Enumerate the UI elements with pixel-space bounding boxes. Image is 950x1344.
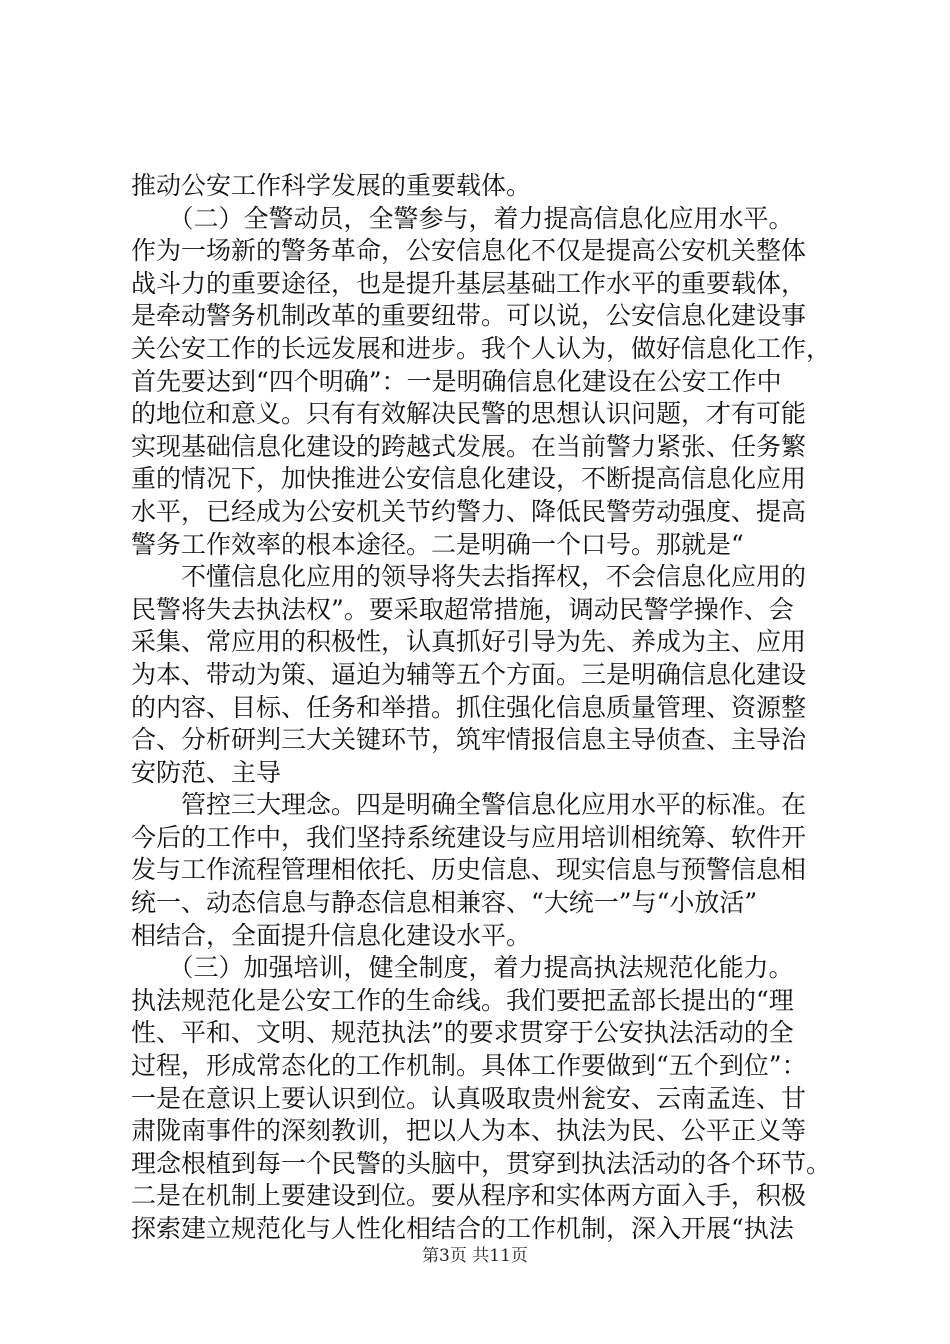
body-text <box>131 170 831 1246</box>
text-line: 过程，形成常态化的工作机制。具体工作要做到“五个到位”： <box>131 1051 807 1081</box>
text-line: 作为一场新的警务革命，公安信息化不仅是提高公安机关整体 <box>131 236 807 266</box>
text-line: 理念根植到每一个民警的头脑中，贯穿到执法活动的各个环节。 <box>131 1148 832 1178</box>
text-line: 探索建立规范化与人性化相结合的工作机制，深入开展“执法 <box>131 1214 794 1243</box>
text-line: 为本、带动为策、逼迫为辅等五个方面。三是明确信息化建设 <box>131 659 807 689</box>
text-line: 统一、动态信息与静态信息相兼容、“大统一”与“小放活” <box>131 888 758 918</box>
text-line: 实现基础信息化建设的跨越式发展。在当前警力紧张、任务繁 <box>131 431 807 461</box>
text-line: 合、分析研判三大关键环节，筑牢情报信息主导侦查、主导治 <box>131 725 807 755</box>
page-number-footer: 第3页 共11页 <box>422 1246 528 1266</box>
text-line: （二）全警动员，全警参与，着力提高信息化应用水平。 <box>131 203 794 233</box>
text-line: 首先要达到“四个明确”：一是明确信息化建设在公安工作中 <box>131 366 782 396</box>
text-line: （三）加强培训，健全制度，着力提高执法规范化能力。 <box>131 953 794 983</box>
text-line: 不懂信息化应用的领导将失去指挥权，不会信息化应用的 <box>131 562 807 592</box>
text-line: 二是在机制上要建设到位。要从程序和实体两方面入手，积极 <box>131 1181 807 1211</box>
text-line: 性、平和、文明、规范执法”的要求贯穿于公安执法活动的全 <box>131 1018 794 1048</box>
text-line: 战斗力的重要途径，也是提升基层基础工作水平的重要载体， <box>131 268 807 298</box>
text-line: 推动公安工作科学发展的重要载体。 <box>131 171 532 200</box>
text-line: 重的情况下，加快推进公安信息化建设，不断提高信息化应用 <box>131 464 807 494</box>
text-line: 执法规范化是公安工作的生命线。我们要把孟部长提出的“理 <box>131 985 794 1015</box>
text-line: 警务工作效率的根本途径。二是明确一个口号。那就是“ <box>131 529 744 559</box>
text-line: 管控三大理念。四是明确全警信息化应用水平的标准。在 <box>131 790 807 820</box>
text-line: 的内容、目标、任务和举措。抓住强化信息质量管理、资源整 <box>131 692 807 722</box>
text-line: 相结合，全面提升信息化建设水平。 <box>131 920 532 950</box>
text-line: 的地位和意义。只有有效解决民警的思想认识问题，才有可能 <box>131 399 807 429</box>
text-line: 是牵动警务机制改革的重要纽带。可以说，公安信息化建设事 <box>131 301 807 331</box>
text-line: 今后的工作中，我们坚持系统建设与应用培训相统筹、软件开 <box>131 822 807 852</box>
text-line: 水平，已经成为公安机关节约警力、降低民警劳动强度、提高 <box>131 496 807 526</box>
text-line: 民警将失去执法权”。要采取超常措施，调动民警学操作、会 <box>131 594 794 624</box>
text-line: 肃陇南事件的深刻教训，把以人为本、执法为民、公平正义等 <box>131 1116 807 1146</box>
text-line: 采集、常应用的积极性，认真抓好引导为先、养成为主、应用 <box>131 627 807 657</box>
text-line: 关公安工作的长远发展和进步。我个人认为，做好信息化工作， <box>131 333 832 363</box>
text-line: 发与工作流程管理相依托、历史信息、现实信息与预警信息相 <box>131 855 807 885</box>
text-line: 安防范、主导 <box>131 757 282 787</box>
text-line: 一是在意识上要认识到位。认真吸取贵州瓮安、云南孟连、甘 <box>131 1083 807 1113</box>
